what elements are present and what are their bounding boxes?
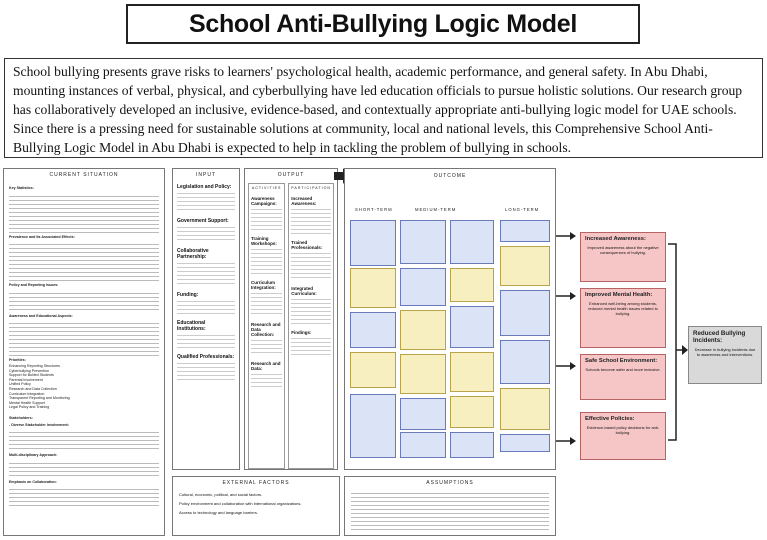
output-header: OUTPUT xyxy=(277,172,305,178)
policy-heading: Policy and Reporting Issues: xyxy=(9,283,59,288)
assumptions-header: ASSUMPTIONS xyxy=(426,480,474,486)
participation-label: PARTICIPATION xyxy=(291,186,331,190)
impact-title: Effective Policies: xyxy=(585,416,635,422)
activity-item: Training Workshops: xyxy=(251,236,277,246)
filler-text xyxy=(251,290,282,316)
filler-text xyxy=(291,206,331,234)
priority-item: Legal Policy and Training xyxy=(9,405,50,410)
priority-item: Curriculum Integration xyxy=(9,391,45,396)
short-term-label: SHORT-TERM xyxy=(355,207,393,212)
outcome-block xyxy=(500,434,550,452)
filler-text xyxy=(9,429,159,451)
key-stats-heading: Key Statistics: xyxy=(9,186,34,190)
impact-title: Improved Mental Health: xyxy=(585,292,653,298)
impact-title: Safe School Environment: xyxy=(585,358,658,364)
filler-text xyxy=(9,290,159,312)
impact-connectors xyxy=(556,226,576,466)
outcome-block xyxy=(500,290,550,336)
impact-text: Improved awareness about the negative consequences of bullying. xyxy=(587,245,659,255)
filler-text xyxy=(177,298,235,314)
external-factors-panel xyxy=(172,476,340,536)
awareness-heading: Awareness and Educational Aspects: xyxy=(9,313,73,318)
outcome-header: OUTCOME xyxy=(433,173,467,179)
outcome-block xyxy=(500,340,550,384)
stakeholders-heading: Stakeholders: xyxy=(9,415,33,420)
external-factors-header: EXTERNAL FACTORS xyxy=(222,480,290,486)
outcome-block xyxy=(400,354,446,394)
impact-box xyxy=(580,354,666,400)
filler-text xyxy=(177,260,235,286)
impact-text: Evidence-based policy decisions for anti-bullying. xyxy=(586,425,660,435)
outcome-block xyxy=(400,310,446,350)
priority-item: Parental Involvement xyxy=(9,377,43,382)
impact-text: Enhanced well-being among students, reduced mental health issues related to bullying. xyxy=(588,301,658,316)
activity-item: Curriculum Integration: xyxy=(251,280,276,290)
final-impact-box xyxy=(688,326,762,384)
priority-item: Research and Data Collection xyxy=(9,386,57,391)
filler-text xyxy=(291,335,331,355)
current-situation-header: CURRENT SITUATION xyxy=(49,172,119,178)
activities-column xyxy=(248,183,285,469)
final-title: Reduced Bullying Incidents: xyxy=(693,330,746,344)
outcome-block xyxy=(350,352,396,388)
participation-item: Trained Professionals: xyxy=(291,240,323,250)
filler-text xyxy=(9,320,159,356)
filler-text xyxy=(9,193,159,233)
input-header: INPUT xyxy=(196,172,216,178)
input-item: Legislation and Policy: xyxy=(177,184,232,190)
external-item: Policy environment and collaboration with international organizations. xyxy=(179,501,302,506)
outcome-block xyxy=(450,220,494,264)
outcome-block xyxy=(500,388,550,430)
outcome-block xyxy=(350,394,396,458)
filler-text xyxy=(9,486,159,508)
filler-text xyxy=(251,371,282,387)
outcome-block xyxy=(400,268,446,306)
impact-title: Increased Awareness: xyxy=(585,236,646,242)
outcome-block xyxy=(450,268,494,302)
impact-box xyxy=(580,288,666,348)
assumptions-panel xyxy=(344,476,556,536)
priority-item: Enhancing Reporting Structures xyxy=(9,363,60,368)
filler-text xyxy=(351,490,549,532)
input-item: Government Support: xyxy=(177,218,229,224)
participation-item: Integrated Curriculum: xyxy=(291,286,317,296)
priority-item: Cyberbullying Prevention xyxy=(9,368,49,373)
filler-text xyxy=(177,224,235,242)
medium-term-label: MEDIUM-TERM xyxy=(415,207,457,212)
priority-item: Unified Policy xyxy=(9,382,31,387)
priority-item: Support for Bullied Students xyxy=(9,373,54,378)
external-item: Cultural, economic, political, and social factors. xyxy=(179,492,263,497)
filler-text xyxy=(251,206,282,230)
outcome-block xyxy=(500,220,550,242)
outcome-block xyxy=(400,432,446,458)
impact-box xyxy=(580,412,666,460)
current-situation-panel xyxy=(3,168,165,536)
input-panel xyxy=(172,168,240,470)
filler-text xyxy=(291,250,331,280)
outcome-block xyxy=(450,352,494,392)
filler-text xyxy=(177,360,235,382)
output-panel xyxy=(244,168,338,470)
multi-heading: Multi-disciplinary Approach: xyxy=(9,453,58,458)
participation-item: Increased Awareness: xyxy=(291,196,317,206)
outcome-block xyxy=(350,312,396,348)
emphasis-heading: Emphasis on Collaboration: xyxy=(9,479,57,484)
long-term-label: LONG-TERM xyxy=(505,207,540,212)
input-item: Collaborative Partnership: xyxy=(177,248,209,260)
participation-column xyxy=(288,183,334,469)
page-title: School Anti-Bullying Logic Model xyxy=(188,9,578,38)
priority-item: Transparent Reporting and Monitoring xyxy=(9,396,70,401)
diverse-heading: - Diverse Stakeholder Involvement: xyxy=(9,422,69,427)
outcome-block xyxy=(400,220,446,264)
activity-item: Awareness Campaigns: xyxy=(251,196,277,206)
activity-item: Research and Data Collection: xyxy=(251,322,281,337)
impact-box xyxy=(580,232,666,282)
outcome-block xyxy=(500,246,550,286)
outcome-block xyxy=(450,396,494,428)
outcome-block xyxy=(350,268,396,308)
title-box xyxy=(126,4,640,44)
participation-item: Findings: xyxy=(291,330,312,335)
input-item: Educational Institutions: xyxy=(177,320,206,332)
activity-item: Research and Data: xyxy=(251,361,281,371)
outcome-block xyxy=(400,398,446,430)
outcome-block xyxy=(450,306,494,348)
priorities-list xyxy=(9,364,159,410)
external-item: Access to technology and language barriers. xyxy=(179,510,258,515)
final-connector xyxy=(668,240,688,450)
intro-paragraph: School bullying presents grave risks to learners' psychological health, academic performance, and general safety. In Abu Dhabi, mounting instances of verbal, physical, and cyberbullying have led education officials to pursue holistic solutions. Our research group has collaboratively developed an inclusive, evidence-based, and contextually appropriate anti-bullying logic model for UAE schools. Since there is a pressing need for sustainable solutions at community, local and national levels, this Comprehensive School Anti-Bullying Logic Model in Abu Dhabi is expected to help in tackling the problem of bullying in schools. xyxy=(4,58,763,158)
filler-text xyxy=(9,460,159,478)
filler-text xyxy=(291,296,331,324)
input-item: Funding: xyxy=(177,292,199,298)
outcome-block xyxy=(350,220,396,266)
prevalence-heading: Prevalence and Its Associated Effects: xyxy=(9,234,75,239)
priority-item: Mental Health Support xyxy=(9,400,45,405)
filler-text xyxy=(177,190,235,212)
final-text: Decrease in bullying incidents due to awareness and interventions. xyxy=(694,347,756,357)
outcome-block xyxy=(450,432,494,458)
input-item: Qualified Professionals: xyxy=(177,354,235,360)
filler-text xyxy=(251,337,282,355)
activities-label: ACTIVITIES xyxy=(251,186,282,190)
filler-text xyxy=(251,246,282,274)
filler-text xyxy=(177,332,235,348)
impact-text: Schools become safer and more inclusive. xyxy=(585,367,661,372)
filler-text xyxy=(9,241,159,281)
priorities-heading: Priorities: xyxy=(9,358,26,363)
